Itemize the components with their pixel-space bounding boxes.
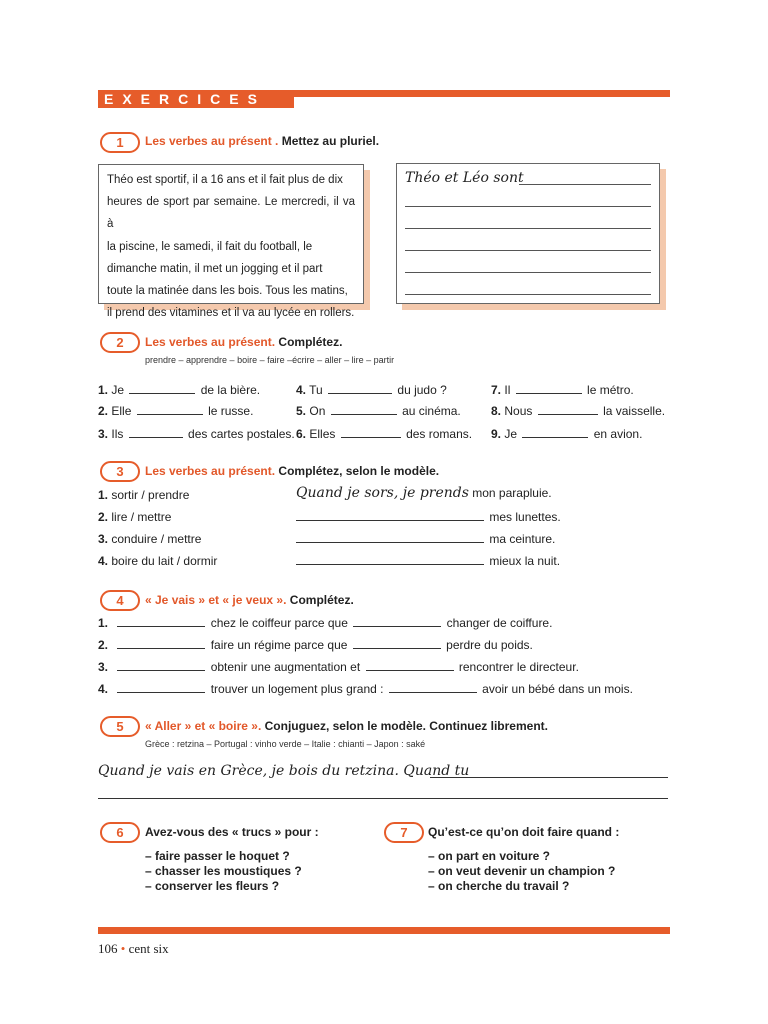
exercise-title-4: « Je vais » et « je veux ». Complétez. [145,593,354,607]
list-item: 9. Je en avion. [491,427,643,441]
list-item: 3. Ils des cartes postales. [98,427,295,441]
answer-line[interactable] [405,294,651,295]
list-item: 4. trouver un logement plus grand : avoir un bébé dans un mois. [98,682,633,696]
blank[interactable] [538,404,598,415]
exercise-number-2: 2 [100,332,140,353]
blank[interactable] [353,638,441,649]
blank[interactable] [328,383,392,394]
blank[interactable] [341,427,401,438]
list-item: 4. Tu du judo ? [296,383,447,397]
blank[interactable] [516,383,582,394]
section-header: EXERCICES [98,90,294,108]
list-item: 1. chez le coiffeur parce que changer de coiffure. [98,616,553,630]
blank[interactable] [366,660,454,671]
answer-box[interactable] [396,163,660,304]
exercise-number-1: 1 [100,132,140,153]
model-sentence: Quand je vais en Grèce, je bois du retzina. Quand tu [98,763,470,779]
exercise-number-7: 7 [384,822,424,843]
exercise-number-3: 3 [100,461,140,482]
answer-row: ma ceinture. [296,532,555,546]
verb-hint: prendre – apprendre – boire – faire –écrire – aller – lire – partir [145,355,395,365]
blank[interactable] [296,532,484,543]
exercise-number-4: 4 [100,590,140,611]
blank[interactable] [129,427,183,438]
list-item: 3. conduire / mettre [98,532,202,546]
list-item: 7. Il le métro. [491,383,634,397]
answer-line[interactable] [519,184,651,185]
blank[interactable] [331,404,397,415]
exercise-title-6: Avez-vous des « trucs » pour : [145,825,319,839]
answer-line[interactable] [405,250,651,251]
list-item: 2. lire / mettre [98,510,172,524]
list-item: 3. obtenir une augmentation et rencontrer le directeur. [98,660,579,674]
answer-line[interactable] [98,798,668,799]
exercise-number-5: 5 [100,716,140,737]
text-line: Théo est sportif, il a 16 ans et il fait plus de dix [107,174,343,186]
list-item: 1. Je de la bière. [98,383,261,397]
exercise-title-3: Les verbes au présent. Complétez, selon le modèle. [145,464,440,478]
blank[interactable] [129,383,195,394]
exercise-title-2: Les verbes au présent. Complétez. [145,335,343,349]
text-line: la piscine, le samedi, il fait du football, le [107,240,313,253]
blank[interactable] [296,554,484,565]
blank[interactable] [117,682,205,693]
blank[interactable] [117,638,205,649]
header-rule [294,90,670,97]
list-item: 2. faire un régime parce que perdre du poids. [98,638,533,652]
list-item: 2. Elle le russe. [98,404,254,418]
answer-line[interactable] [430,777,668,778]
list-item: 4. boire du lait / dormir [98,554,218,568]
answer-start: Théo et Léo sont [405,170,524,186]
list-item: – on veut devenir un champion ? [428,864,616,878]
country-hint: Grèce : retzina – Portugal : vinho verde – Italie : chianti – Japon : saké [145,739,426,749]
source-text-box [98,164,364,320]
blank[interactable] [117,616,205,627]
text-line: il prend des vitamines et il va au lycée en rollers. [107,307,355,320]
exercise-number-6: 6 [100,822,140,843]
text-line: toute la matinée dans les bois. Tous les matins, [107,285,348,298]
blank[interactable] [522,427,588,438]
exercise-title-1: Les verbes au présent . Mettez au pluriel. [145,134,380,148]
answer-line[interactable] [405,228,651,229]
blank[interactable] [296,510,484,521]
model-answer: Quand je sors, je prends mon parapluie. [296,485,552,501]
answer-line[interactable] [405,206,651,207]
list-item: – faire passer le hoquet ? [145,849,290,863]
footer-rule [98,927,670,934]
exercise-title-7: Qu’est-ce qu’on doit faire quand : [428,825,620,839]
answer-row: mes lunettes. [296,510,561,524]
list-item: – conserver les fleurs ? [145,879,280,893]
blank[interactable] [389,682,477,693]
blank[interactable] [353,616,441,627]
list-item: 8. Nous la vaisselle. [491,404,666,418]
blank[interactable] [117,660,205,671]
answer-line[interactable] [405,272,651,273]
list-item: 5. On au cinéma. [296,404,461,418]
list-item: – on cherche du travail ? [428,879,570,893]
list-item: – chasser les moustiques ? [145,864,302,878]
answer-row: mieux la nuit. [296,554,560,568]
text-line: heures de sport par semaine. Le mercredi, il va à [107,196,355,231]
list-item: 6. Elles des romans. [296,427,473,441]
blank[interactable] [137,404,203,415]
list-item: 1. sortir / prendre [98,488,190,502]
list-item: – on part en voiture ? [428,849,551,863]
text-line: dimanche matin, il met un jogging et il part [107,262,323,275]
page-number: 106 • cent six [98,941,169,956]
exercise-title-5: « Aller » et « boire ». Conjuguez, selon le modèle. Continuez librement. [145,719,548,733]
